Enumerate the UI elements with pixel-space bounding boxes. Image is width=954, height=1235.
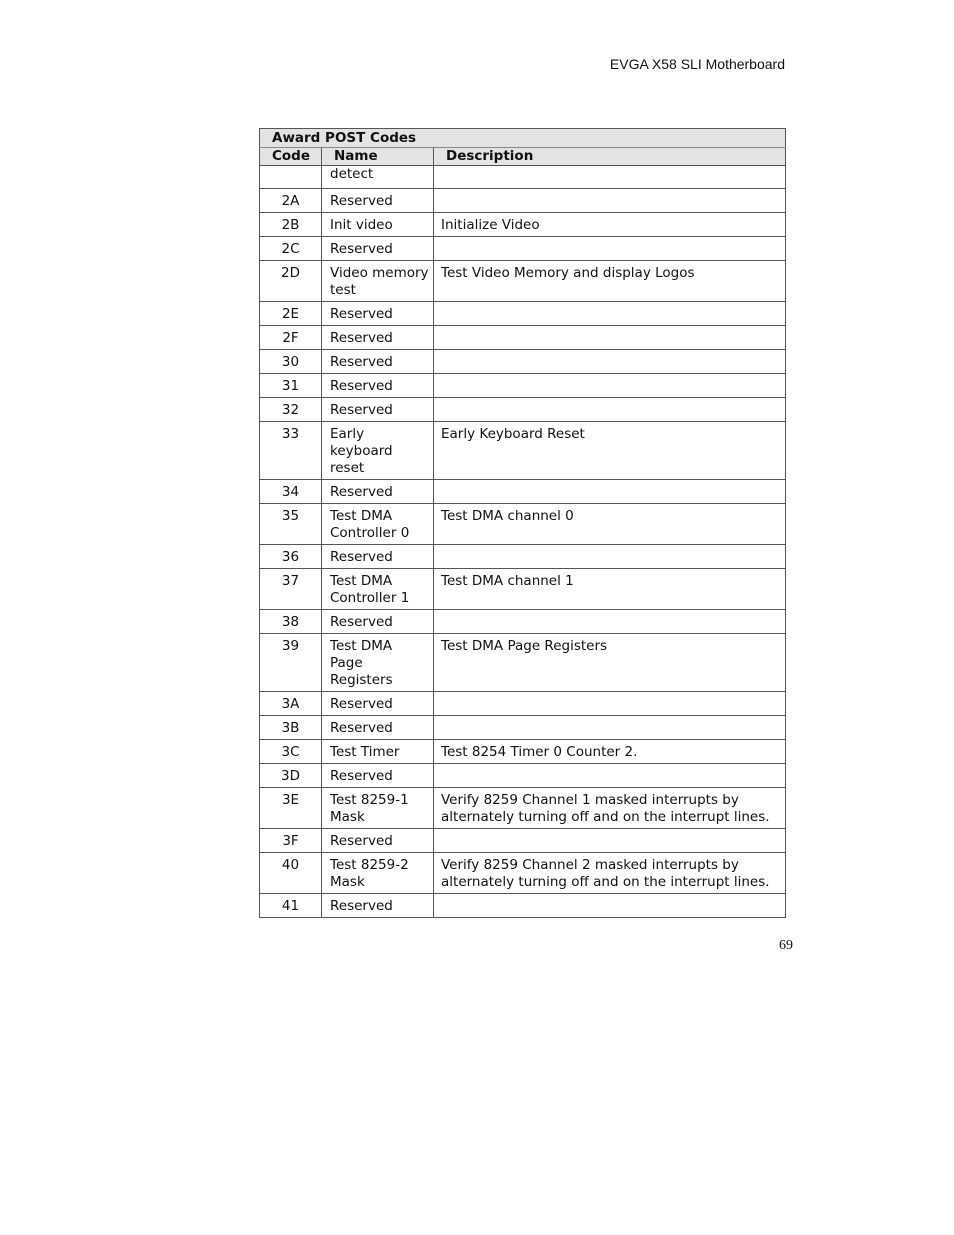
table-row (260, 829, 786, 853)
table-row (260, 422, 786, 480)
description-cell: Early Keyboard Reset (434, 422, 786, 480)
description-cell: Test Video Memory and display Logos (434, 261, 786, 302)
code-cell: 3A (260, 692, 322, 716)
name-cell: Reserved (322, 829, 434, 853)
name-cell: Reserved (322, 189, 434, 213)
code-cell: 37 (260, 569, 322, 610)
description-cell (434, 829, 786, 853)
code-cell: 36 (260, 545, 322, 569)
description-cell (434, 302, 786, 326)
table-row (260, 480, 786, 504)
code-cell: 30 (260, 350, 322, 374)
table-row (260, 398, 786, 422)
description-cell: Verify 8259 Channel 2 masked interrupts by alternately turning off and on the interrupt lines. (434, 853, 786, 894)
code-cell: 2E (260, 302, 322, 326)
post-codes-table (259, 128, 786, 918)
table-row (260, 853, 786, 894)
table-row (260, 569, 786, 610)
name-cell: Test DMA Controller 0 (322, 504, 434, 545)
description-cell (434, 610, 786, 634)
description-cell (434, 166, 786, 189)
column-header-code: Code (260, 148, 322, 166)
code-cell: 3C (260, 740, 322, 764)
code-cell (260, 166, 322, 189)
description-cell (434, 398, 786, 422)
table-row (260, 634, 786, 692)
description-cell (434, 894, 786, 918)
table-header-row (260, 148, 786, 166)
name-cell: Test DMA Page Registers (322, 634, 434, 692)
table-row (260, 326, 786, 350)
name-cell: Test Timer (322, 740, 434, 764)
description-cell (434, 764, 786, 788)
name-cell: Init video (322, 213, 434, 237)
table-row (260, 374, 786, 398)
table-title: Award POST Codes (260, 129, 786, 148)
description-cell (434, 237, 786, 261)
table-row (260, 189, 786, 213)
code-cell: 2F (260, 326, 322, 350)
page-number: 69 (779, 938, 793, 953)
table-row (260, 716, 786, 740)
name-cell: Reserved (322, 894, 434, 918)
table-row (260, 237, 786, 261)
table-row (260, 166, 786, 189)
name-cell: Video memory test (322, 261, 434, 302)
column-header-description: Description (434, 148, 786, 166)
description-cell (434, 692, 786, 716)
name-cell: Reserved (322, 326, 434, 350)
table-row (260, 545, 786, 569)
table-row (260, 213, 786, 237)
table-row (260, 788, 786, 829)
code-cell: 39 (260, 634, 322, 692)
description-cell: Test DMA Page Registers (434, 634, 786, 692)
name-cell: Reserved (322, 350, 434, 374)
table-row (260, 894, 786, 918)
description-cell: Test DMA channel 1 (434, 569, 786, 610)
table-row (260, 740, 786, 764)
description-cell (434, 545, 786, 569)
table-title-row (260, 129, 786, 148)
description-cell (434, 350, 786, 374)
code-cell: 40 (260, 853, 322, 894)
description-cell: Initialize Video (434, 213, 786, 237)
description-cell (434, 716, 786, 740)
table-row (260, 261, 786, 302)
code-cell: 38 (260, 610, 322, 634)
code-cell: 3E (260, 788, 322, 829)
description-cell (434, 480, 786, 504)
name-cell: Reserved (322, 716, 434, 740)
description-cell: Verify 8259 Channel 1 masked interrupts by alternately turning off and on the interrupt lines. (434, 788, 786, 829)
table-row (260, 610, 786, 634)
code-cell: 33 (260, 422, 322, 480)
code-cell: 2B (260, 213, 322, 237)
name-cell: Reserved (322, 764, 434, 788)
name-cell: Early keyboard reset (322, 422, 434, 480)
code-cell: 34 (260, 480, 322, 504)
name-cell: Reserved (322, 237, 434, 261)
name-cell: Reserved (322, 692, 434, 716)
name-cell: Reserved (322, 374, 434, 398)
name-cell: Reserved (322, 302, 434, 326)
description-cell (434, 189, 786, 213)
code-cell: 32 (260, 398, 322, 422)
code-cell: 3B (260, 716, 322, 740)
code-cell: 2C (260, 237, 322, 261)
table-row (260, 302, 786, 326)
name-cell: Test 8259-1 Mask (322, 788, 434, 829)
code-cell: 31 (260, 374, 322, 398)
code-cell: 41 (260, 894, 322, 918)
description-cell: Test DMA channel 0 (434, 504, 786, 545)
code-cell: 35 (260, 504, 322, 545)
name-cell: detect (322, 166, 434, 189)
name-cell: Reserved (322, 545, 434, 569)
description-cell (434, 326, 786, 350)
table-row (260, 504, 786, 545)
name-cell: Test DMA Controller 1 (322, 569, 434, 610)
code-cell: 2D (260, 261, 322, 302)
name-cell: Reserved (322, 398, 434, 422)
table-row (260, 350, 786, 374)
page-header-title: EVGA X58 SLI Motherboard (609, 56, 785, 72)
name-cell: Reserved (322, 610, 434, 634)
table-row (260, 764, 786, 788)
code-cell: 2A (260, 189, 322, 213)
description-cell: Test 8254 Timer 0 Counter 2. (434, 740, 786, 764)
description-cell (434, 374, 786, 398)
name-cell: Reserved (322, 480, 434, 504)
code-cell: 3F (260, 829, 322, 853)
column-header-name: Name (322, 148, 434, 166)
table-row (260, 692, 786, 716)
code-cell: 3D (260, 764, 322, 788)
name-cell: Test 8259-2 Mask (322, 853, 434, 894)
